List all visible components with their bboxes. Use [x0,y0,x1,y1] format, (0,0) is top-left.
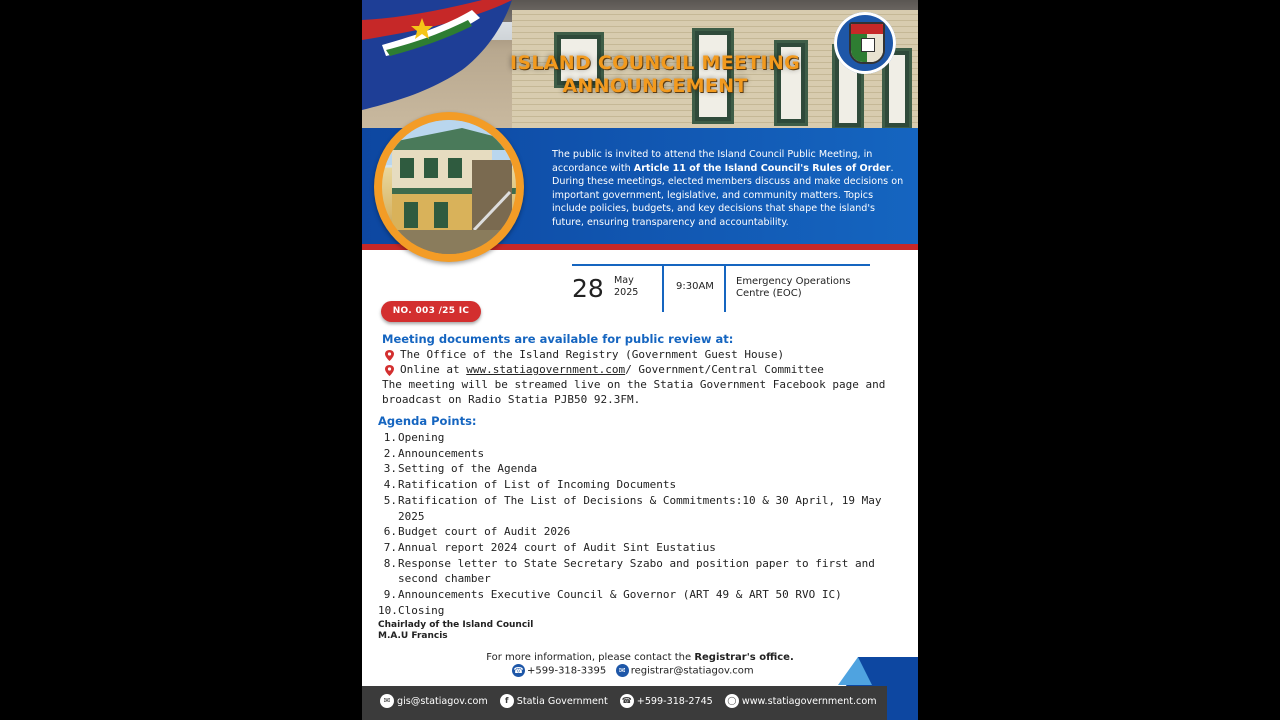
facebook-icon: f [500,694,514,708]
agenda-item-number: 4. [383,478,397,492]
agenda-item-number: 8. [383,556,397,570]
agenda-item-text: Announcements Executive Council & Governor (ART 49 & ART 50 RVO IC) [398,588,842,602]
agenda-item-text: Budget court of Audit 2026 [398,525,571,539]
building-illustration [382,120,516,254]
divider [662,266,664,312]
event-details [572,264,870,312]
event-year: 2025 [614,287,639,298]
online-suffix: / Government/Central Committee [625,363,824,376]
event-month-year [614,275,638,299]
event-day: 28 [572,274,604,303]
agenda-item-text: Response letter to State Secretary Szabo and position paper to first and second chamber [398,556,875,586]
location-pin-icon [384,365,395,377]
agenda-item [378,477,898,493]
contact-office: Registrar's office. [694,652,794,663]
contact-phone[interactable]: +599-318-3395 [527,665,607,677]
email-icon: ✉ [380,694,394,708]
globe-icon: ◯ [725,694,739,708]
intro-text [552,148,907,230]
footer-facebook: Statia Government [516,696,608,707]
agenda-item-number: 1. [383,431,397,444]
announcement-poster [362,0,918,720]
statia-government-link[interactable]: www.statiagovernment.com [466,363,626,376]
agenda-list [378,430,898,618]
government-logo [834,12,896,74]
agenda-item-number: 9. [383,588,397,602]
agenda-item [378,461,898,477]
event-location: Emergency Operations Centre (EOC) [736,276,851,299]
agenda-item-text: Annual report 2024 court of Audit Sint Eustatius [398,540,716,554]
building-photo [382,120,516,254]
agenda-item-text: Ratification of The List of Decisions & Commitments:10 & 30 April, 19 May 2025 [398,493,882,523]
footer-email-item[interactable] [380,696,488,707]
agenda-item-text: Opening [398,431,445,444]
agenda-item [378,446,898,462]
contact-prefix: For more information, please contact the [486,652,695,663]
footer-contacts [380,694,886,708]
location-pin-icon [384,350,395,362]
agenda-item [378,556,898,587]
agenda-heading: Agenda Points: [378,414,477,428]
agenda-item-number: 2. [383,446,397,460]
agenda-item [378,493,898,524]
agenda-item-text: Closing [398,603,445,617]
documents-heading: Meeting documents are available for public review at: [382,332,734,346]
intro-text-part1: The public is invited to attend the Island Council Public Meeting, in accordance with [552,149,873,174]
intro-text-part2: . During these meetings, elected members discuss and make decisions on important government, legislative, and community matters. Topics include policies, budgets, and key decisions that shape the island's future, ensuring transparency and accountability. [552,162,904,228]
phone-icon: ☎ [513,666,524,675]
notice-number-badge: NO. 003 /25 IC [381,301,481,322]
agenda-item [378,524,898,540]
page-title [472,52,838,98]
document-location-online [400,362,824,377]
signature-block [378,620,533,642]
agenda-item-number: 10. [378,603,398,617]
agenda-item-number: 6. [383,525,397,539]
signature-title: Chairlady of the Island Council [378,620,534,630]
title-line-1: ISLAND COUNCIL MEETING [509,52,800,74]
footer-phone: +599-318-2745 [636,696,713,707]
divider [724,266,726,312]
agenda-item [378,603,898,619]
agenda-item-number: 7. [383,540,397,554]
agenda-item [378,587,898,603]
agenda-item-number: 3. [383,462,397,476]
event-month: May [614,275,634,286]
agenda-item [378,430,898,446]
agenda-item [378,540,898,556]
document-location-registry: The Office of the Island Registry (Government Guest House) [400,348,785,361]
email-icon: ✉ [616,664,629,677]
agenda-item-text: Announcements [398,446,485,460]
footer-email: gis@statiagov.com [397,696,488,707]
footer-facebook-item[interactable] [500,696,608,707]
stream-info-line-2: broadcast on Radio Statia PJB50 92.3FM. [382,393,641,406]
footer-phone-item[interactable] [620,696,713,707]
contact-details [512,664,754,677]
event-time: 9:30AM [676,281,714,292]
intro-text-bold: Article 11 of the Island Council's Rules of Order [633,162,891,174]
online-prefix: Online at [400,363,467,376]
footer-web-item[interactable] [725,696,877,707]
coat-of-arms-icon [849,22,885,64]
agenda-item-text: Ratification of List of Incoming Documents [398,478,677,492]
signature-name: M.A.U Francis [378,631,448,641]
footer-web: www.statiagovernment.com [741,696,877,707]
stream-info-line-1: The meeting will be streamed live on the Statia Government Facebook page and [382,378,886,391]
agenda-item-number: 5. [383,493,397,507]
agenda-item-text: Setting of the Agenda [398,462,538,476]
title-line-2: ANNOUNCEMENT [562,75,748,97]
contact-email[interactable]: registrar@statiagov.com [630,665,754,677]
phone-icon: ☎ [620,694,634,708]
